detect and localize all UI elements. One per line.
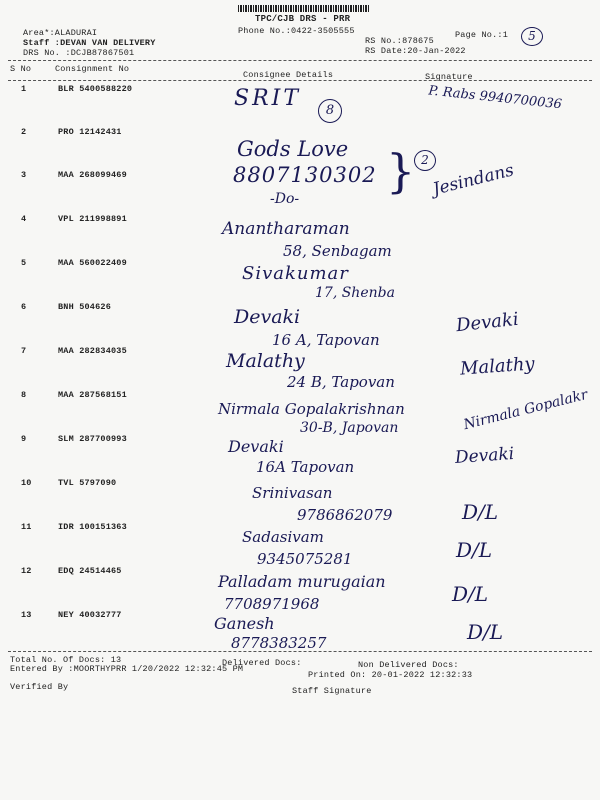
drs-number: DRS No. :DCJB87867501 [23,48,135,58]
delivery-status: D/L [462,500,499,524]
staff-signature: Staff Signature [292,686,372,696]
row-consignment: SLM 287700993 [58,434,127,444]
receiver-signature: Devaki [454,443,515,469]
row-circle-mark: 2 [414,150,436,171]
page-circle-mark: 5 [521,27,543,46]
receiver-signature: Jesindans [430,160,516,200]
row-sno: 5 [21,258,27,268]
row-sno: 8 [21,390,27,400]
consignee-address: 17, Shenba [315,285,395,301]
col-consignee: Consignee Details [243,70,334,80]
col-signature: Signature [425,72,473,82]
barcode [238,5,370,12]
receiver-signature: Malathy [459,353,536,380]
consignee-name: Anantharaman [222,219,350,239]
col-consignment: Consignment No [55,64,130,74]
delivery-status: D/L [467,620,504,644]
consignee-name: Devaki [228,437,284,456]
consignee-address: 24 B, Tapovan [287,373,395,391]
receiver-signature: P. Rabs 9940700036 [427,83,563,113]
entered-by: Entered By :MOORTHYPRR 1/20/2022 12:32:45 PM [10,664,244,674]
consignee-name: Srinivasan [252,484,333,502]
consignee-name: Ganesh [214,614,275,633]
row-consignment: BNH 504626 [58,302,112,312]
printed-on: Printed On: 20-01-2022 12:32:33 [308,670,473,680]
row-consignment: MAA 282834035 [58,346,127,356]
consignee-address: 58, Senbagam [283,242,392,260]
row-sno: 10 [21,478,32,488]
consignee-address: 30-B, Japovan [300,420,399,436]
non-delivered-docs: Non Delivered Docs: [358,660,459,670]
consignee-address: 16 A, Tapovan [272,331,380,349]
consignee-phone: 8807130302 [233,163,377,187]
total-docs: Total No. Of Docs: 13 [10,655,122,665]
delivery-status: D/L [452,582,489,606]
row-consignment: MAA 560022409 [58,258,127,268]
phone-number: Phone No.:0422-3505555 [238,26,355,36]
consignee-phone: 7708971968 [224,595,320,613]
consignee-phone: 9345075281 [257,550,353,568]
row-consignment: MAA 287568151 [58,390,127,400]
consignee-name: Gods Love [237,137,349,161]
row-sno: 1 [21,84,27,94]
row-consignment: TVL 5797090 [58,478,117,488]
consignee-name: Palladam murugaian [218,572,386,591]
brace-mark: } [386,144,416,198]
row-consignment: BLR 5400588220 [58,84,133,94]
consignee-name: Sadasivam [242,528,324,546]
divider [8,80,592,81]
row-consignment: IDR 100151363 [58,522,127,532]
consignee-name: Sivakumar [242,263,349,284]
consignee-phone: 9786862079 [297,506,393,524]
delivered-docs: Delivered Docs: [222,658,302,668]
row-sno: 11 [21,522,32,532]
row-consignment: NEY 40032777 [58,610,122,620]
row-sno: 7 [21,346,27,356]
consignee-name: Nirmala Gopalakrishnan [218,400,405,418]
receiver-signature: Devaki [455,308,520,337]
row-sno: 4 [21,214,27,224]
row-sno: 3 [21,170,27,180]
area-label: Area*:ALADURAI [23,28,98,38]
row-sno: 9 [21,434,27,444]
row-consignment: VPL 211998891 [58,214,127,224]
report-title: TPC/CJB DRS - PRR [255,14,351,24]
consignee-name: Devaki [234,306,301,328]
verified-by: Verified By [10,682,69,692]
divider [8,651,592,652]
rs-number: RS No.:878675 [365,36,434,46]
col-sno: S No [10,64,32,74]
page-number: Page No.:1 [455,30,509,40]
consignee-ditto: -Do- [270,191,300,207]
consignee-name: SRIT [234,86,301,111]
divider [8,60,592,61]
consignee-address: 16A Tapovan [256,458,355,476]
staff-label: Staff :DEVAN VAN DELIVERY [23,38,156,48]
row-sno: 6 [21,302,27,312]
row-sno: 13 [21,610,32,620]
receiver-signature: Nirmala Gopalakr [461,386,590,434]
delivery-status: D/L [456,538,493,562]
row-circle-mark: 8 [318,99,342,123]
consignee-name: Malathy [226,350,305,372]
row-consignment: EDQ 24514465 [58,566,122,576]
row-sno: 12 [21,566,32,576]
row-consignment: MAA 268099469 [58,170,127,180]
rs-date: RS Date:20-Jan-2022 [365,46,466,56]
consignee-phone: 8778383257 [231,634,327,652]
row-sno: 2 [21,127,27,137]
row-consignment: PRO 12142431 [58,127,122,137]
